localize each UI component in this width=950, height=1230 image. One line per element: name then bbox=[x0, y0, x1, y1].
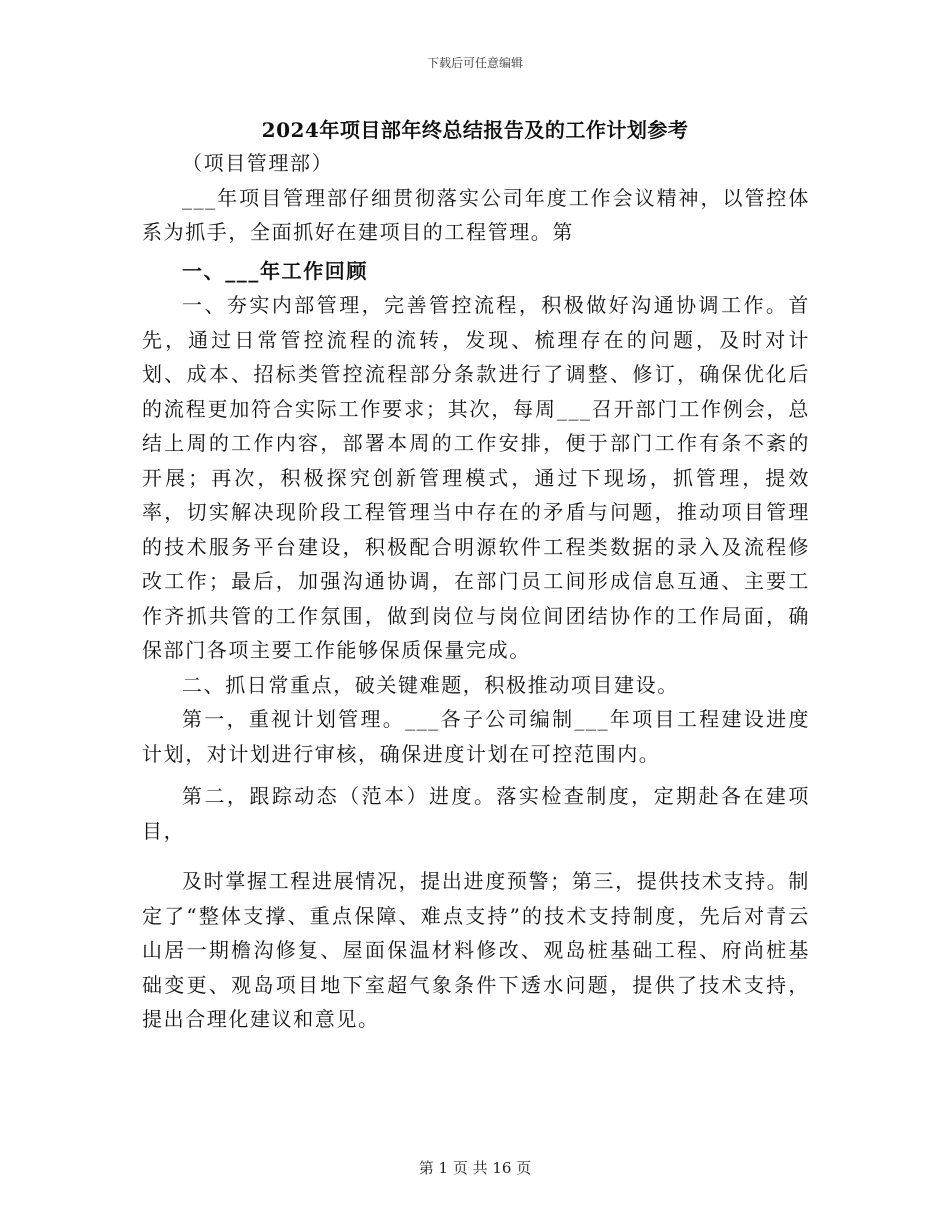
paragraph-key-points: 二、抓日常重点，破关键难题，积极推动项目建设。 bbox=[182, 672, 679, 697]
header-note: 下载后可任意编辑 bbox=[426, 56, 523, 70]
paragraph-technical-support: 及时掌握工程进展情况，提出进度预警；第三，提供技术支持。制定了“整体支撑、重点保障、难点支持”的技术支持制度，先后对青云山居一期檐沟修复、屋面保温材料修改、观岛桩基础工程、府尚桩基础变更、观岛项目地下室超气象条件下透水问题，提供了技术支持，提出合理化建议和意见。 bbox=[142, 869, 810, 1031]
section-heading-review: 一、___年工作回顾 bbox=[182, 258, 368, 283]
paragraph-progress-tracking: 第二，跟踪动态（范本）进度。落实检查制度，定期赴各在建项目， bbox=[142, 784, 810, 843]
document-title: 2024年项目部年终总结报告及的工作计划参考 bbox=[261, 118, 689, 142]
department-label: （项目管理部） bbox=[182, 151, 334, 175]
document-body bbox=[142, 146, 810, 1037]
page-footer: 第 1 页 共 16 页 bbox=[418, 1159, 532, 1177]
intro-paragraph: ___年项目管理部仔细贯彻落实公司年度工作会议精神，以管控体系为抓手，全面抓好在建项目的工程管理。第 bbox=[142, 185, 810, 244]
paragraph-plan-management: 第一，重视计划管理。___各子公司编制___年项目工程建设进度计划，对计划进行审核，确保进度计划在可控范围内。 bbox=[142, 707, 810, 766]
paragraph-internal-management: 一、夯实内部管理，完善管控流程，积极做好沟通协调工作。首先，通过日常管控流程的流转，发现、梳理存在的问题，及时对计划、成本、招标类管控流程部分条款进行了调整、修订，确保优化后的流程更加符合实际工作要求；其次，每周___召开部门工作例会，总结上周的工作内容，部署本周的工作安排，便于部门工作有条不紊的开展；再次，积极探究创新管理模式，通过下现场，抓管理，提效率，切实解决现阶段工程管理当中存在的矛盾与问题，推动项目管理的技术服务平台建设，积极配合明源软件工程类数据的录入及流程修改工作；最后，加强沟通协调，在部门员工间形成信息互通、主要工作齐抓共管的工作氛围，做到岗位与岗位间团结协作的工作局面，确保部门各项主要工作能够保质保量完成。 bbox=[142, 293, 810, 662]
